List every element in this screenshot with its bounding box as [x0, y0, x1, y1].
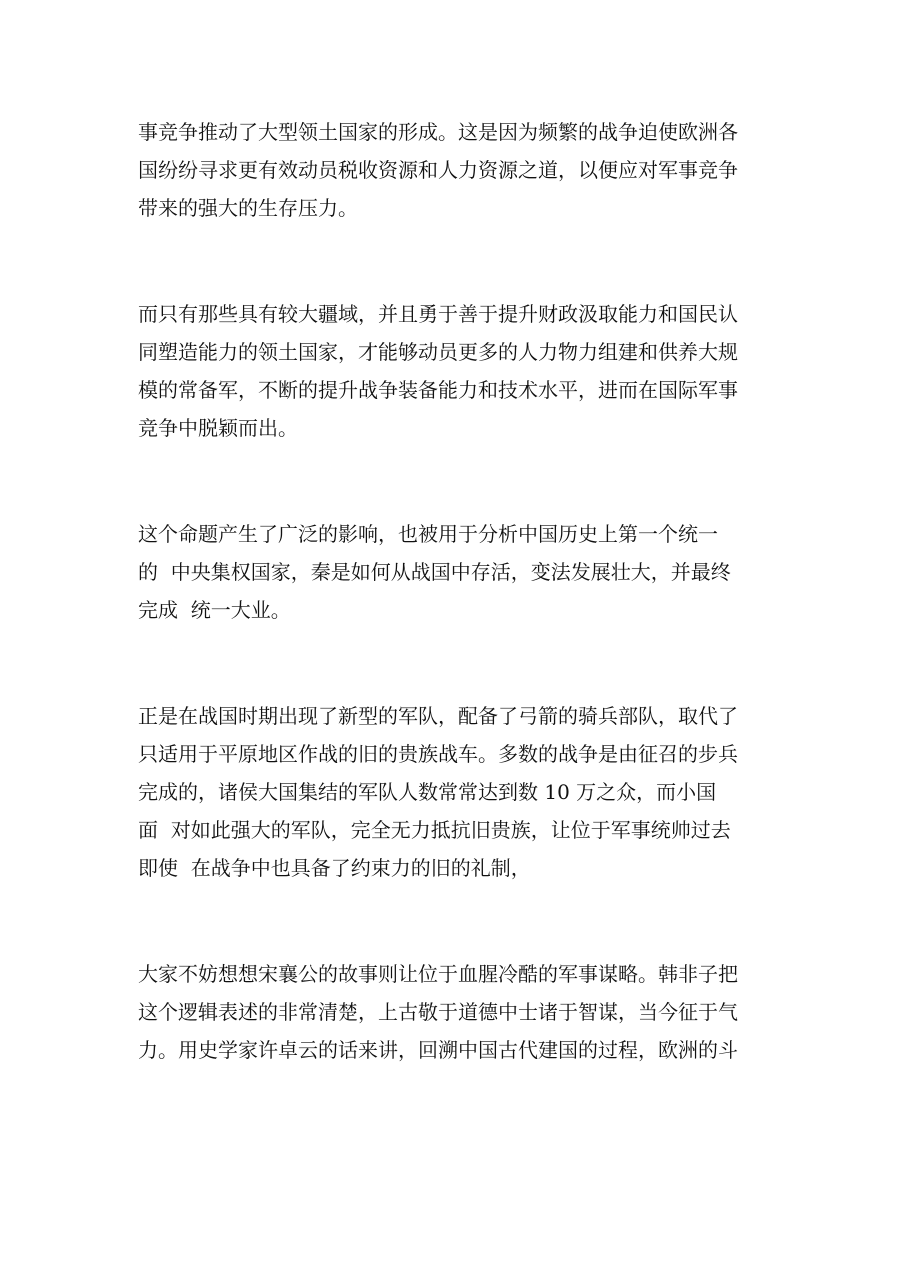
paragraph-line: 即使 在战争中也具备了约束力的旧的礼制， — [138, 856, 531, 880]
paragraph-line: 完成 统一大业。 — [138, 598, 291, 622]
paragraph-line: 竞争中脱颖而出。 — [138, 416, 298, 440]
paragraph-line: 而只有那些具有较大疆域，并且勇于善于提升财政汲取能力和国民认 — [138, 302, 738, 326]
paragraph-line: 事竞争推动了大型领土国家的形成。这是因为频繁的战争迫使欧洲各 — [138, 120, 738, 144]
paragraph-4 — [138, 697, 778, 887]
paragraph-line: 力。用史学家许卓云的话来讲，回溯中国古代建国的过程，欧洲的斗 — [138, 1038, 738, 1062]
paragraph-spacer — [138, 227, 778, 295]
paragraph-line: 带来的强大的生存压力。 — [138, 196, 358, 220]
document-body — [138, 113, 778, 1069]
paragraph-line: 完成的，诸侯大国集结的军队人数常常达到数 10 万之众，而小国 — [138, 780, 717, 804]
paragraph-line: 同塑造能力的领土国家，才能够动员更多的人力物力组建和供养大规 — [138, 340, 738, 364]
paragraph-1 — [138, 113, 778, 227]
paragraph-line: 正是在战国时期出现了新型的军队，配备了弓箭的骑兵部队，取代了 — [138, 704, 738, 728]
paragraph-line: 这个逻辑表述的非常清楚，上古敬于道德中士诸于智谋，当今征于气 — [138, 1000, 738, 1024]
paragraph-line: 这个命题产生了广泛的影响，也被用于分析中国历史上第一个统一 — [138, 522, 718, 546]
paragraph-line: 模的常备军，不断的提升战争装备能力和技术水平，进而在国际军事 — [138, 378, 738, 402]
paragraph-spacer — [138, 447, 778, 515]
paragraph-spacer — [138, 887, 778, 955]
paragraph-line: 国纷纷寻求更有效动员税收资源和人力资源之道，以便应对军事竞争 — [138, 158, 738, 182]
paragraph-line: 只适用于平原地区作战的旧的贵族战车。多数的战争是由征召的步兵 — [138, 742, 738, 766]
paragraph-5 — [138, 955, 778, 1069]
paragraph-spacer — [138, 629, 778, 697]
paragraph-line: 大家不妨想想宋襄公的故事则让位于血腥冷酷的军事谋略。韩非子把 — [138, 962, 738, 986]
paragraph-line: 面 对如此强大的军队，完全无力抵抗旧贵族，让位于军事统帅过去 — [138, 818, 731, 842]
paragraph-3 — [138, 515, 778, 629]
paragraph-line: 的 中央集权国家，秦是如何从战国中存活，变法发展壮大，并最终 — [138, 560, 731, 584]
paragraph-2 — [138, 295, 778, 447]
